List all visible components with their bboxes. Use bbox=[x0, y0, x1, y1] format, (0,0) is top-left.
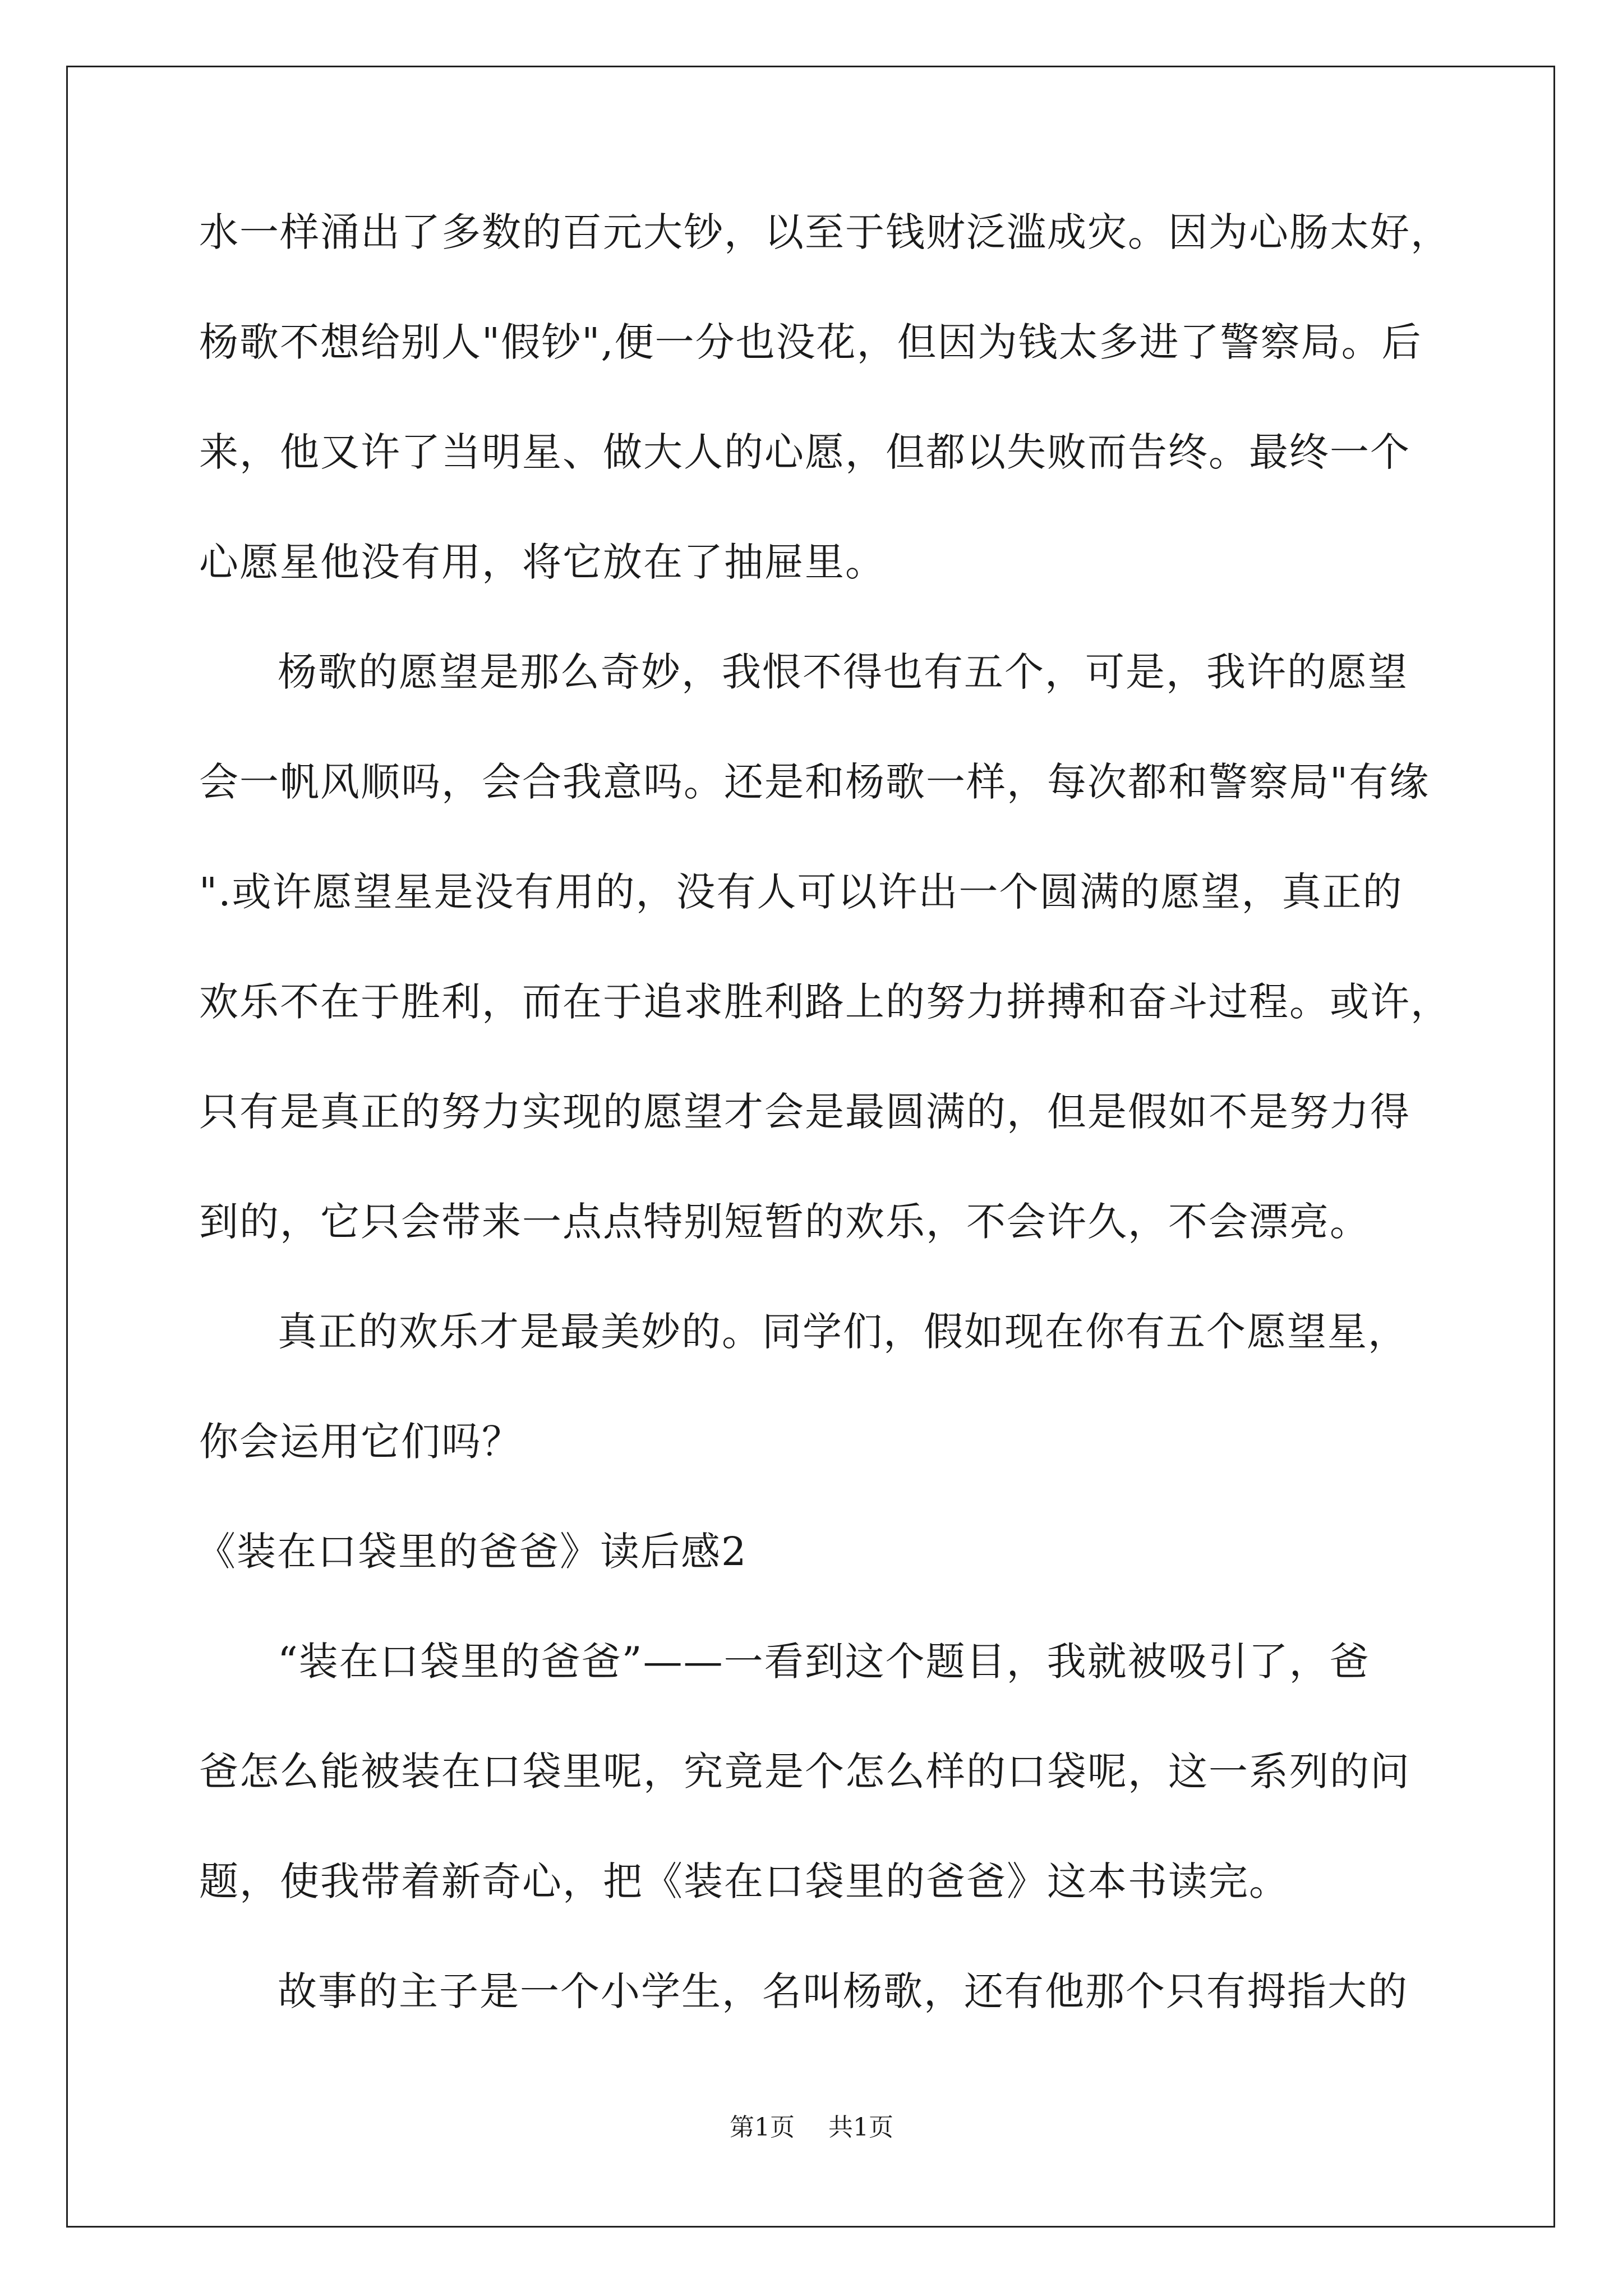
paragraph-start: “装在口袋里的爸爸”——一看到这个题目，我就被吸引了，爸 bbox=[278, 1639, 1370, 1685]
text-line: 杨歌不想给别人"假钞",便一分也没花，但因为钱太多进了警察局。后 bbox=[199, 319, 1422, 365]
section-heading: 《装在口袋里的爸爸》读后感2 bbox=[196, 1529, 748, 1575]
text-line: 爸怎么能被装在口袋里呢，究竟是个怎么样的口袋呢，这一系列的问 bbox=[199, 1749, 1410, 1795]
text-line: 会一帆风顺吗，会合我意吗。还是和杨歌一样，每次都和警察局"有缘 bbox=[199, 759, 1430, 805]
paragraph-start: 故事的主子是一个小学生，名叫杨歌，还有他那个只有拇指大的 bbox=[278, 1968, 1408, 2014]
paragraph-start: 杨歌的愿望是那么奇妙，我恨不得也有五个，可是，我许的愿望 bbox=[278, 649, 1408, 695]
text-line: ".或许愿望星是没有用的，没有人可以许出一个圆满的愿望，真正的 bbox=[199, 869, 1403, 915]
text-line: 欢乐不在于胜利，而在于追求胜利路上的努力拼搏和奋斗过程。或许， bbox=[199, 979, 1451, 1025]
text-line: 你会运用它们吗？ bbox=[199, 1419, 522, 1465]
text-line: 水一样涌出了多数的百元大钞，以至于钱财泛滥成灾。因为心肠太好， bbox=[199, 209, 1451, 255]
page-number: 第1页 bbox=[730, 2113, 795, 2142]
page-footer bbox=[0, 2111, 1623, 2145]
page-total: 共1页 bbox=[828, 2113, 893, 2142]
text-line: 到的，它只会带来一点点特别短暂的欢乐，不会许久，不会漂亮。 bbox=[199, 1199, 1370, 1245]
text-line: 来，他又许了当明星、做大人的心愿，但都以失败而告终。最终一个 bbox=[199, 429, 1410, 475]
text-line: 只有是真正的努力实现的愿望才会是最圆满的，但是假如不是努力得 bbox=[199, 1089, 1410, 1135]
text-line: 题，使我带着新奇心，把《装在口袋里的爸爸》这本书读完。 bbox=[199, 1858, 1289, 1904]
paragraph-start: 真正的欢乐才是最美妙的。同学们，假如现在你有五个愿望星， bbox=[278, 1309, 1408, 1355]
text-line: 心愿星他没有用，将它放在了抽屉里。 bbox=[199, 539, 886, 585]
